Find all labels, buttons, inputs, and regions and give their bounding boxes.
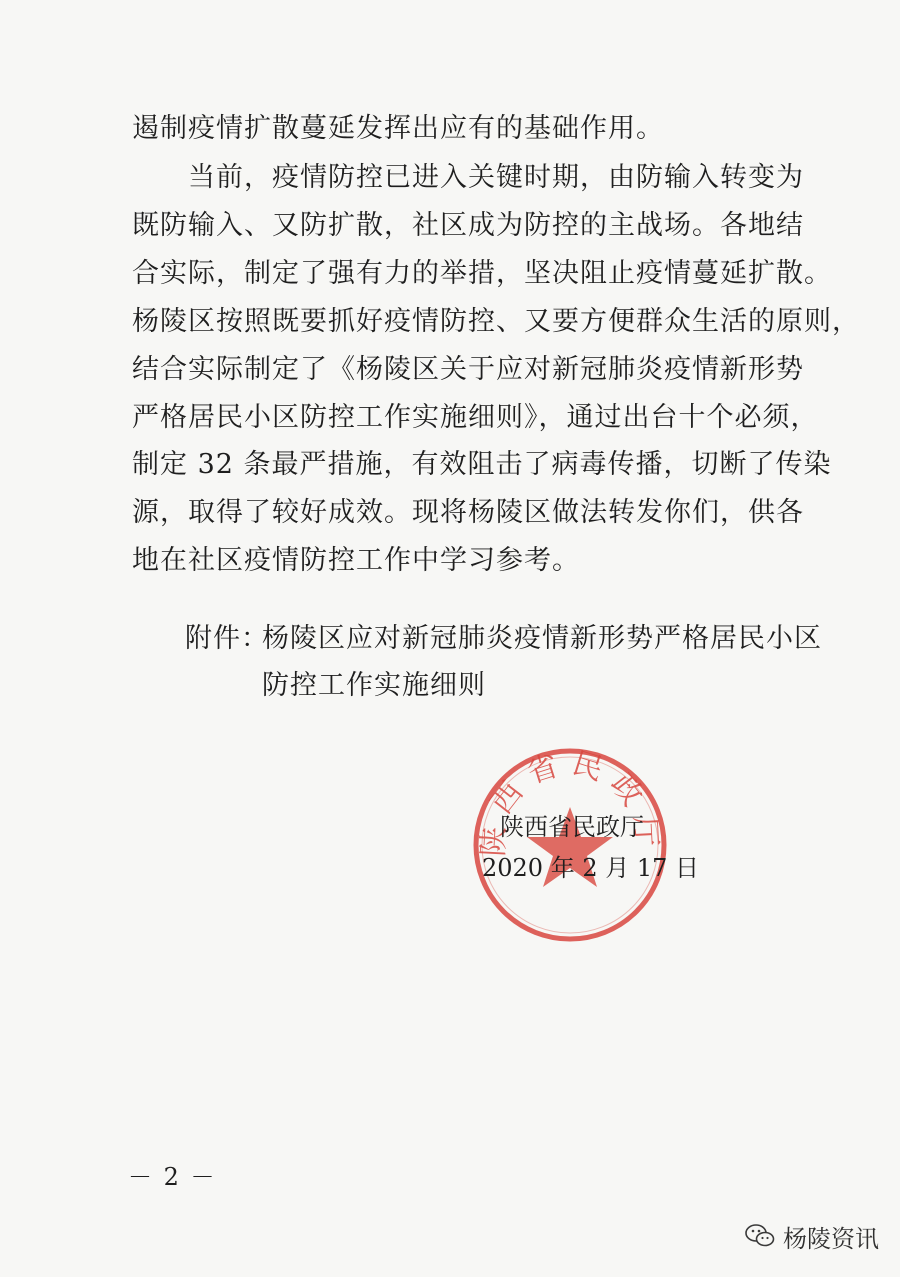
watermark-text: 杨陵资讯 [783, 1224, 879, 1253]
page-number: － 2 － [128, 1163, 217, 1191]
body-line: 合实际，制定了强有力的举措，坚决阻止疫情蔓延扩散。 [132, 258, 832, 289]
attachment-title-line2: 防控工作实施细则 [262, 670, 486, 701]
body-line: 既防输入、又防扩散，社区成为防控的主战场。各地结 [132, 210, 804, 241]
body-line: 结合实际制定了《杨陵区关于应对新冠肺炎疫情新形势 [132, 354, 804, 385]
body-line: 当前，疫情防控已进入关键时期，由防输入转变为 [132, 162, 804, 193]
wechat-icon [745, 1223, 775, 1249]
body-line: 源，取得了较好成效。现将杨陵区做法转发你们，供各 [132, 497, 804, 528]
attachment-label: 附件： [185, 623, 269, 654]
attachment-title-line1: 杨陵区应对新冠肺炎疫情新形势严格居民小区 [262, 623, 822, 654]
body-line: 遏制疫情扩散蔓延发挥出应有的基础作用。 [132, 113, 664, 144]
signature-date: 2020 年 2 月 17 日 [482, 854, 700, 882]
body-line: 制定 32 条最严措施，有效阻击了病毒传播，切断了传染 [132, 449, 832, 480]
signature-org: 陕西省民政厅 [500, 813, 644, 841]
body-line: 杨陵区按照既要抓好疫情防控、又要方便群众生活的原则， [132, 306, 860, 337]
body-line: 地在社区疫情防控工作中学习参考。 [132, 545, 580, 576]
source-watermark [745, 1218, 879, 1254]
seal-arc-text: 陕西省民政厅 [476, 745, 664, 858]
body-line: 严格居民小区防控工作实施细则》，通过出台十个必须， [132, 402, 819, 433]
official-seal [470, 745, 670, 945]
